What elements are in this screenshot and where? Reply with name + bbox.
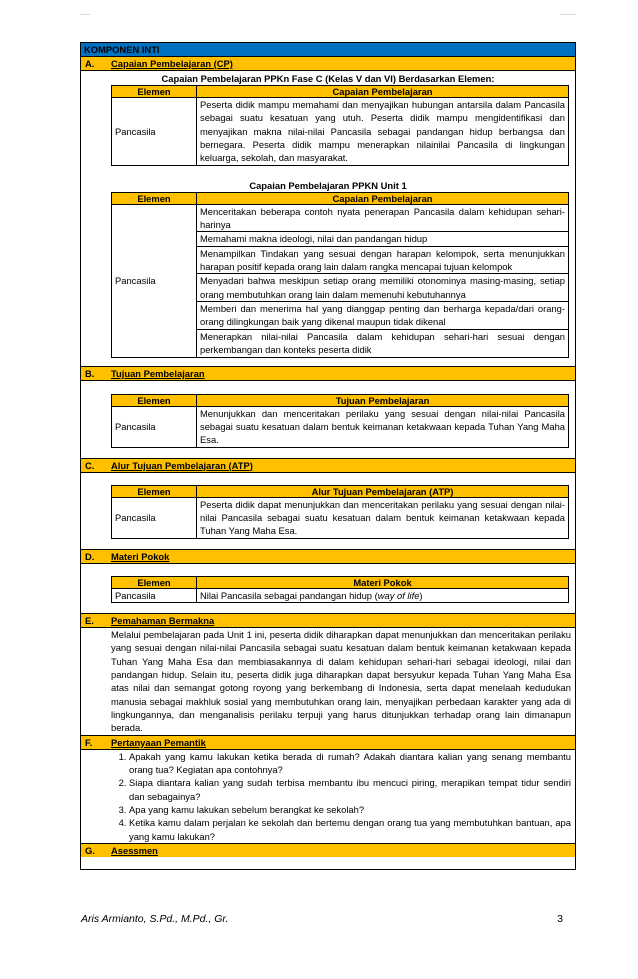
atp-cell: Peserta didik dapat menunjukkan dan menceritakan perilaku yang sesuai dengan nilai-nilai Pancasila sebagai suatu kesatuan dalam bentuk keimanan ketakwaan kepada Tuhan Yang Maha Esa. [197, 497, 569, 538]
section-letter: C. [85, 459, 95, 471]
cp-cell: Menerapkan nilai-nilai Pancasila dalam kehidupan sehari-hari sesuai dengan perkembangan dan konteks peserta didik [197, 329, 569, 357]
list-item: 2. Siapa diantara kalian yang sudah terbisa membantu ibu mencuci piring, merapikan tempat tidur sendiri dan sebagainya? [129, 776, 571, 803]
table-row [112, 98, 569, 166]
komponen-inti-box [80, 42, 576, 870]
elemen-cell: Pancasila [112, 98, 197, 166]
cp-fase-title: Capaian Pembelajaran PPKn Fase C (Kelas V dan VI) Berdasarkan Elemen: [161, 73, 495, 84]
column-header: Elemen [112, 394, 197, 406]
section-letter: B. [85, 367, 95, 379]
column-header: Elemen [112, 86, 197, 98]
cp-cell: Peserta didik mampu memahami dan menyajikan hubungan antarsila dalam Pancasila sebagai suatu kesatuan yang utuh. Peserta didik mampu mengidentifikasi dan menyajikan makna nilai-nilai Pancasila sebagai pandangan hidup berbangsa dan bernegara. Peserta didik mampu menerapkan nilainilai Pancasila di lingkungan keluarga, sekolah, dan masyarakat. [197, 98, 569, 166]
cp-cell: Menceritakan beberapa contoh nyata penerapan Pancasila dalam kehidupan sehari-harinya [197, 204, 569, 232]
column-header: Materi Pokok [197, 576, 569, 588]
pemantik-list [81, 750, 575, 843]
section-title: Alur Tujuan Pembelajaran (ATP) [111, 459, 253, 471]
cp-cell: Menampilkan Tindakan yang sesuai dengan harapan kelompok, serta menunjukkan harapan positif kepada orang lain dalam rangka mencapai tujuan kelompok [197, 246, 569, 274]
list-item: 1. Apakah yang kamu lakukan ketika berada di rumah? Adakah diantara kalian yang senang membantu orang tua? Kegiatan apa contohnya? [129, 750, 571, 777]
cp-unit-table [111, 192, 569, 358]
top-rule-left [80, 14, 90, 15]
column-header: Tujuan Pembelajaran [197, 394, 569, 406]
column-header: Elemen [112, 485, 197, 497]
materi-text: Nilai Pancasila sebagai pandangan hidup ( [200, 589, 378, 601]
tp-cell: Menunjukkan dan menceritakan perilaku yang sesuai dengan nilai-nilai Pancasila sebagai suatu kesatuan dalam bentuk keimanan ketakwaan kepada Tuhan Yang Maha Esa. [197, 406, 569, 447]
section-title: Asessmen [111, 845, 158, 857]
section-b-header [81, 366, 575, 381]
materi-close: ) [419, 589, 423, 601]
materi-cell [197, 588, 569, 602]
section-letter: G. [85, 845, 95, 857]
elemen-cell: Pancasila [112, 204, 197, 357]
section-title: Pemahaman Bermakna [111, 614, 215, 626]
section-title: Pertanyaan Pemantik [111, 736, 206, 748]
table-row [112, 204, 569, 232]
section-title: Tujuan Pembelajaran [111, 367, 205, 379]
section-e-header [81, 613, 575, 628]
komponen-inti-header: KOMPONEN INTI [81, 43, 575, 57]
table-row [112, 406, 569, 447]
section-a-header [81, 57, 575, 71]
table-row [112, 588, 569, 602]
atp-table [111, 485, 569, 539]
section-g-header [81, 843, 575, 857]
materi-italic: way of life [377, 589, 420, 601]
cp-cell: Menyadari bahwa meskipun setiap orang memiliki otonominya masing-masing, setiap orang membutuhkan orang lain dalam memenuhi kebutuhannya [197, 274, 569, 302]
section-letter: A. [85, 58, 95, 69]
list-item: 3. Apa yang kamu lakukan sebelum berangkat ke sekolah? [129, 803, 571, 816]
elemen-cell: Pancasila [112, 406, 197, 447]
table-row [112, 497, 569, 538]
page-footer [81, 913, 563, 925]
cp-unit-title: Capaian Pembelajaran PPKN Unit 1 [249, 179, 407, 191]
cp-cell: Memahami makna ideologi, nilai dan pandangan hidup [197, 232, 569, 246]
section-title: Materi Pokok [111, 550, 170, 562]
column-header: Capaian Pembelajaran [197, 192, 569, 204]
materi-table [111, 576, 569, 603]
column-header: Capaian Pembelajaran [197, 86, 569, 98]
elemen-cell: Pancasila [112, 588, 197, 602]
section-c-header [81, 458, 575, 473]
footer-author: Aris Armianto, S.Pd., M.Pd., Gr. [81, 913, 229, 925]
cp-fase-table [111, 85, 569, 166]
section-f-header [81, 735, 575, 750]
pemahaman-paragraph: Melalui pembelajaran pada Unit 1 ini, peserta didik diharapkan dapat menunjukkan dan menceritakan perilaku yang sesuai dengan nilai-nilai Pancasila sebagai suatu kesatuan dalam bentuk keimanan ketakwaan kepada Tuhan Yang Maha Esa dan membiasakannya di dalam kehidupan sehari-hari sebagai ideologi, nilai dan pandangan hidup. Selain itu, peserta didik juga diharapkan dapat bersyukur kepada Tuhan Yang Maha Esa atas nilai dan semangat gotong royong yang berkembang di Indonesia, serta dapat menelaah kedudukan manusia sebagai makhluk sosial yang membutuhkan orang lain, menyajikan perbedaan karakter yang ada di lingkungannya, dan menganalisis perilaku terpuji yang harus ditunjukkan terhadap orang lain dimanapun berada. [111, 628, 571, 734]
column-header: Elemen [112, 192, 197, 204]
top-rule-right [560, 14, 576, 15]
list-item: 4. Ketika kamu dalam perjalan ke sekolah dan bertemu dengan orang tua yang membutuhkan bantuan, apa yang kamu lakukan? [129, 816, 571, 843]
tp-table [111, 394, 569, 448]
section-letter: D. [85, 550, 95, 562]
section-letter: E. [85, 614, 94, 626]
section-title: Capaian Pembelajaran (CP) [111, 58, 233, 69]
column-header: Alur Tujuan Pembelajaran (ATP) [197, 485, 569, 497]
section-letter: F. [85, 736, 93, 748]
cp-cell: Memberi dan menerima hal yang dianggap penting dan berharga kepada/dari orang-orang dilingkungan baik yang dikenal maupun tidak dikenal [197, 302, 569, 330]
elemen-cell: Pancasila [112, 497, 197, 538]
column-header: Elemen [112, 576, 197, 588]
page-number: 3 [557, 913, 563, 925]
section-d-header [81, 549, 575, 564]
